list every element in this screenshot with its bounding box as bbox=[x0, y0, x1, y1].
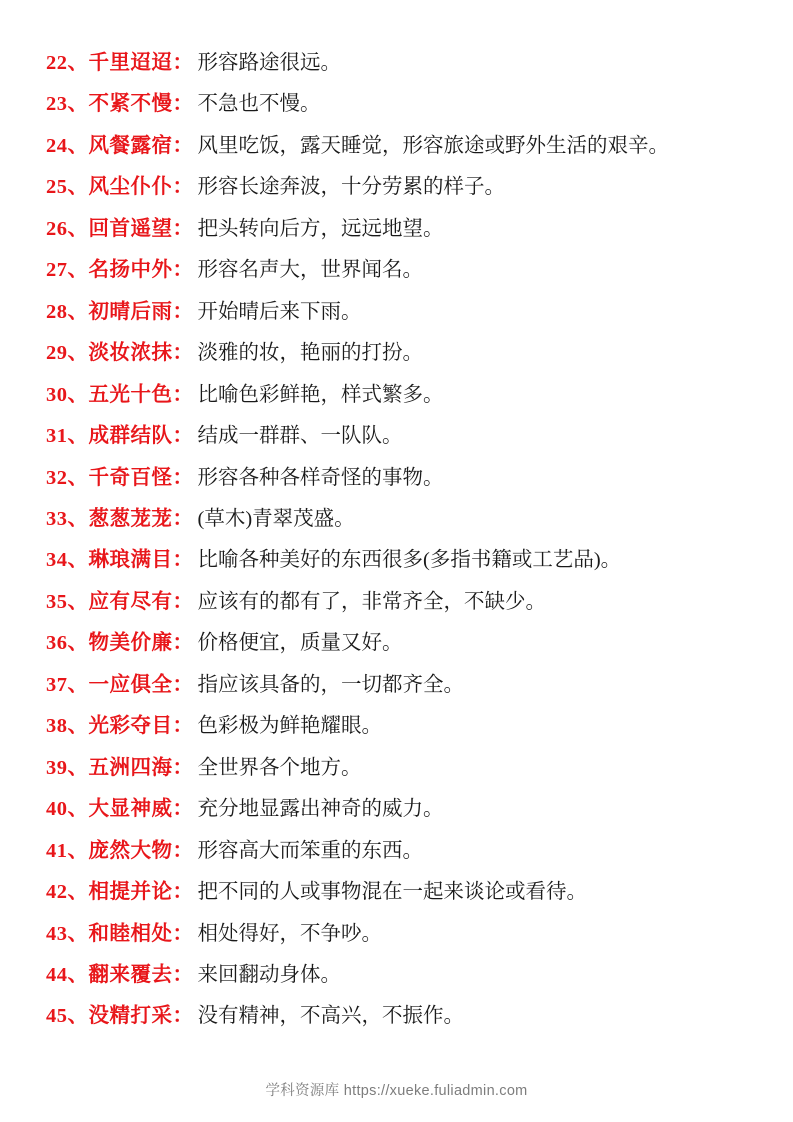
term-text: 初晴后雨 bbox=[88, 300, 173, 323]
idiom-definition: 色彩极为鲜艳耀眼。 bbox=[197, 715, 382, 738]
item-number: 23、 bbox=[46, 93, 89, 116]
list-item bbox=[46, 549, 747, 572]
idiom-term bbox=[46, 259, 194, 282]
term-text: 千奇百怪 bbox=[88, 466, 173, 489]
item-number: 42、 bbox=[46, 881, 89, 904]
term-colon: ： bbox=[172, 93, 194, 116]
idiom-definition: 结成一群群、一队队。 bbox=[197, 425, 403, 448]
term-colon: ： bbox=[172, 756, 194, 779]
term-colon: ： bbox=[172, 300, 194, 323]
term-text: 翻来覆去 bbox=[88, 963, 173, 986]
idiom-term bbox=[46, 301, 194, 324]
term-text: 成群结队 bbox=[88, 425, 173, 448]
idiom-definition: 比喻色彩鲜艳，样式繁多。 bbox=[197, 383, 444, 406]
term-colon: ： bbox=[172, 922, 194, 945]
term-colon: ： bbox=[172, 881, 194, 904]
idiom-definition: 形容名声大，世界闻名。 bbox=[197, 259, 423, 282]
item-number: 27、 bbox=[46, 259, 89, 282]
idiom-term bbox=[46, 508, 194, 531]
idiom-definition: 价格便宜，质量又好。 bbox=[197, 632, 403, 655]
term-text: 光彩夺目 bbox=[88, 715, 173, 738]
item-number: 35、 bbox=[46, 590, 89, 613]
idiom-term bbox=[46, 218, 194, 241]
item-number: 29、 bbox=[46, 342, 89, 365]
list-item bbox=[46, 342, 747, 365]
item-number: 22、 bbox=[46, 52, 89, 74]
idiom-term bbox=[46, 964, 194, 987]
term-colon: ： bbox=[172, 507, 194, 530]
term-text: 千里迢迢 bbox=[88, 52, 173, 74]
idiom-term bbox=[46, 176, 194, 199]
footer-watermark: 学科资源库 https://xueke.fuliadmin.com bbox=[265, 1083, 528, 1099]
term-colon: ： bbox=[172, 673, 194, 696]
list-item bbox=[46, 467, 747, 490]
term-text: 风尘仆仆 bbox=[88, 176, 173, 199]
item-number: 37、 bbox=[46, 673, 89, 696]
term-colon: ： bbox=[172, 839, 194, 862]
idiom-definition: 相处得好，不争吵。 bbox=[197, 922, 382, 945]
item-number: 31、 bbox=[46, 425, 89, 448]
list-item bbox=[46, 176, 747, 199]
term-colon: ： bbox=[172, 963, 194, 986]
idiom-definition: 形容长途奔波，十分劳累的样子。 bbox=[197, 176, 505, 199]
list-item bbox=[46, 1005, 747, 1028]
idiom-definition: 把头转向后方，远远地望。 bbox=[197, 217, 444, 240]
idiom-term bbox=[46, 757, 194, 780]
term-colon: ： bbox=[172, 715, 194, 738]
idiom-term bbox=[46, 840, 194, 863]
list-item bbox=[46, 259, 747, 282]
idiom-definition: 风里吃饭，露天睡觉，形容旅途或野外生活的艰辛。 bbox=[197, 134, 669, 157]
list-item bbox=[46, 632, 747, 655]
idiom-definition: 开始晴后来下雨。 bbox=[197, 300, 362, 323]
item-number: 45、 bbox=[46, 1005, 89, 1028]
idiom-definition: 不急也不慢。 bbox=[197, 93, 321, 116]
idiom-definition: 形容路途很远。 bbox=[197, 52, 341, 74]
idiom-term bbox=[46, 674, 194, 697]
idiom-definition: 全世界各个地方。 bbox=[197, 756, 362, 779]
term-colon: ： bbox=[172, 342, 194, 365]
idiom-term bbox=[46, 425, 194, 448]
list-item bbox=[46, 301, 747, 324]
idiom-term bbox=[46, 52, 194, 75]
list-item bbox=[46, 798, 747, 821]
term-text: 不紧不慢 bbox=[88, 93, 173, 116]
idiom-term bbox=[46, 881, 194, 904]
term-text: 相提并论 bbox=[88, 881, 173, 904]
term-colon: ： bbox=[172, 798, 194, 821]
term-text: 庞然大物 bbox=[88, 839, 173, 862]
idiom-term bbox=[46, 135, 194, 158]
term-text: 琳琅满目 bbox=[88, 549, 173, 572]
term-colon: ： bbox=[172, 259, 194, 282]
term-colon: ： bbox=[172, 466, 194, 489]
term-colon: ： bbox=[172, 1005, 194, 1028]
term-text: 风餐露宿 bbox=[88, 134, 173, 157]
list-item bbox=[46, 218, 747, 241]
idiom-term bbox=[46, 798, 194, 821]
list-item bbox=[46, 384, 747, 407]
idiom-term bbox=[46, 467, 194, 490]
term-colon: ： bbox=[172, 632, 194, 655]
term-colon: ： bbox=[172, 590, 194, 613]
term-text: 淡妆浓抹 bbox=[88, 342, 173, 365]
list-item bbox=[46, 591, 747, 614]
item-number: 44、 bbox=[46, 963, 89, 986]
list-item bbox=[46, 674, 747, 697]
item-number: 34、 bbox=[46, 549, 89, 572]
term-colon: ： bbox=[172, 383, 194, 406]
idiom-definition: (草木)青翠茂盛。 bbox=[197, 507, 355, 530]
term-text: 五洲四海 bbox=[88, 756, 173, 779]
term-colon: ： bbox=[172, 549, 194, 572]
list-item bbox=[46, 425, 747, 448]
item-number: 39、 bbox=[46, 756, 89, 779]
list-item bbox=[46, 135, 747, 158]
idiom-definition: 来回翻动身体。 bbox=[197, 963, 341, 986]
term-text: 和睦相处 bbox=[88, 922, 173, 945]
list-item bbox=[46, 964, 747, 987]
term-text: 葱葱茏茏 bbox=[88, 507, 173, 530]
item-number: 28、 bbox=[46, 300, 89, 323]
idiom-term bbox=[46, 549, 194, 572]
idiom-term bbox=[46, 93, 194, 116]
idiom-definition: 把不同的人或事物混在一起来谈论或看待。 bbox=[197, 881, 587, 904]
list-item bbox=[46, 881, 747, 904]
term-text: 没精打采 bbox=[88, 1005, 173, 1028]
idiom-definition: 充分地显露出神奇的威力。 bbox=[197, 798, 444, 821]
item-number: 33、 bbox=[46, 507, 89, 530]
idiom-list bbox=[46, 52, 747, 1028]
idiom-definition: 指应该具备的，一切都齐全。 bbox=[197, 673, 464, 696]
item-number: 36、 bbox=[46, 632, 89, 655]
item-number: 38、 bbox=[46, 715, 89, 738]
term-colon: ： bbox=[172, 176, 194, 199]
item-number: 26、 bbox=[46, 217, 89, 240]
idiom-term bbox=[46, 342, 194, 365]
item-number: 25、 bbox=[46, 176, 89, 199]
list-item bbox=[46, 508, 747, 531]
term-text: 五光十色 bbox=[88, 383, 173, 406]
idiom-term bbox=[46, 923, 194, 946]
idiom-term bbox=[46, 384, 194, 407]
idiom-definition: 没有精神，不高兴，不振作。 bbox=[197, 1005, 464, 1028]
term-text: 一应俱全 bbox=[88, 673, 173, 696]
item-number: 41、 bbox=[46, 839, 89, 862]
term-colon: ： bbox=[172, 425, 194, 448]
term-text: 名扬中外 bbox=[88, 259, 173, 282]
term-colon: ： bbox=[172, 52, 194, 74]
term-text: 物美价廉 bbox=[88, 632, 173, 655]
item-number: 24、 bbox=[46, 134, 89, 157]
item-number: 40、 bbox=[46, 798, 89, 821]
idiom-definition: 比喻各种美好的东西很多(多指书籍或工艺品)。 bbox=[197, 549, 622, 572]
term-text: 应有尽有 bbox=[88, 590, 173, 613]
idiom-term bbox=[46, 1005, 194, 1028]
list-item bbox=[46, 52, 747, 75]
item-number: 30、 bbox=[46, 383, 89, 406]
idiom-term bbox=[46, 715, 194, 738]
idiom-term bbox=[46, 632, 194, 655]
list-item bbox=[46, 715, 747, 738]
list-item bbox=[46, 757, 747, 780]
term-colon: ： bbox=[172, 134, 194, 157]
item-number: 32、 bbox=[46, 466, 89, 489]
term-text: 回首遥望 bbox=[88, 217, 173, 240]
idiom-definition: 应该有的都有了，非常齐全，不缺少。 bbox=[197, 590, 546, 613]
list-item bbox=[46, 923, 747, 946]
idiom-term bbox=[46, 591, 194, 614]
list-item bbox=[46, 93, 747, 116]
list-item bbox=[46, 840, 747, 863]
term-text: 大显神威 bbox=[88, 798, 173, 821]
item-number: 43、 bbox=[46, 922, 89, 945]
idiom-definition: 形容高大而笨重的东西。 bbox=[197, 839, 423, 862]
idiom-definition: 形容各种各样奇怪的事物。 bbox=[197, 466, 444, 489]
term-colon: ： bbox=[172, 217, 194, 240]
idiom-definition: 淡雅的妆，艳丽的打扮。 bbox=[197, 342, 423, 365]
